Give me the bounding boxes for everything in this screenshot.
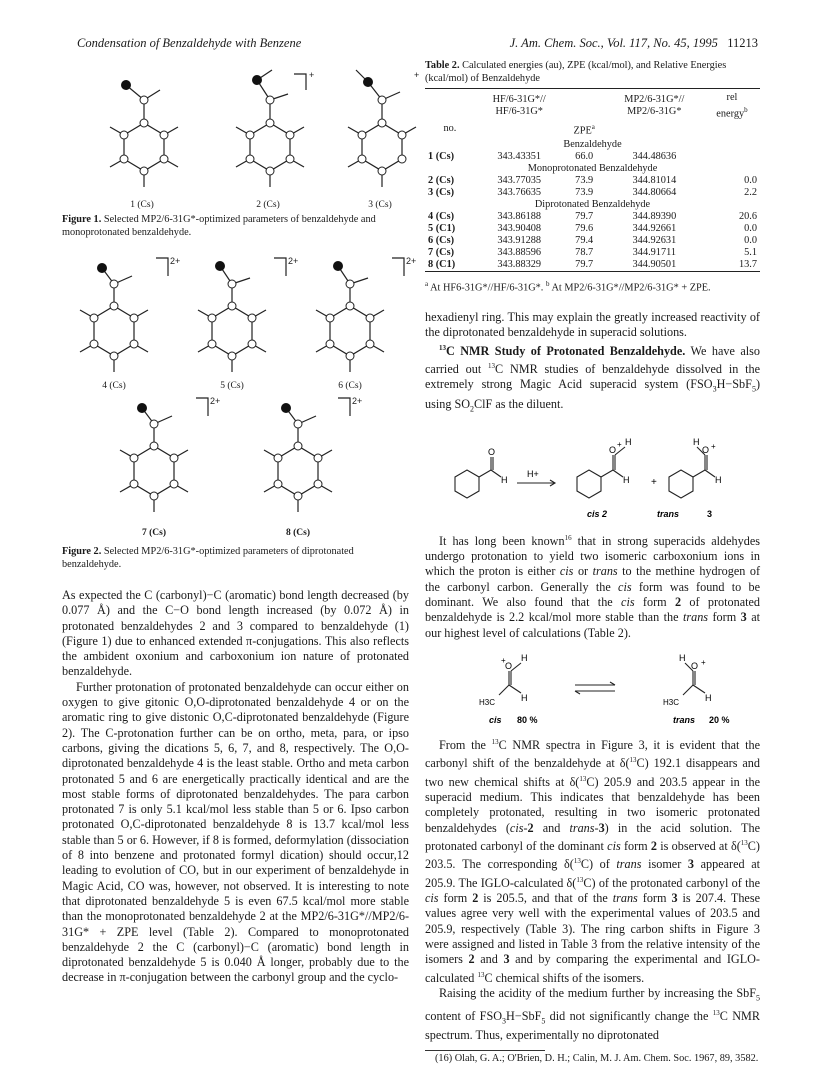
table-cell: 3 (Cs)	[428, 187, 455, 199]
scheme-1-arrow-label: H+	[527, 468, 539, 479]
table-row	[425, 247, 760, 259]
svg-text:H: H	[705, 692, 712, 703]
scheme-1-cis: cis 2	[587, 508, 608, 519]
scheme-1-trans: trans	[657, 508, 680, 519]
table-header-mp2: MP2/6-31G*// MP2/6-31G*	[624, 94, 685, 118]
table-cell: 343.43351	[497, 151, 542, 163]
table-cell: 343.91288	[497, 235, 542, 247]
table-cell: 344.92661	[632, 223, 677, 235]
right-paragraph-2: It has long been known$^{16}$ that in strong superacids aldehydes undergo protonation to yield two isomeric carboxonium ions in which the proton is either cis or trans to the methine hydrogen of the carbonyl carbon. Generally the cis form was found to be dominant. We also found that the cis form 2 of protonated benzaldehyde is 2.2 kcal/mol more stable than the trans form 3 at our highest level of calculations (Table 2).	[425, 533, 761, 640]
table-cell: 0.0	[744, 175, 757, 187]
figure-2-label-7: 7 (Cs)	[141, 528, 166, 538]
svg-text:H: H	[679, 652, 686, 663]
table-header-zpe-label: ZPE$^a$	[573, 122, 595, 137]
table-cell: 13.7	[738, 259, 757, 271]
table-cell: 344.91711	[632, 247, 677, 259]
svg-text:H: H	[625, 436, 632, 447]
table-cell: 79.7	[575, 259, 594, 271]
table-row	[425, 235, 760, 247]
volume-info: Vol. 117, No. 45, 1995	[606, 36, 718, 50]
svg-text:O: O	[702, 444, 710, 455]
charge-label-5: 2+	[288, 256, 299, 266]
running-header-title: Condensation of Benzaldehyde with Benzene	[77, 36, 302, 50]
charge-label-8: 2+	[352, 396, 363, 406]
svg-text:+: +	[414, 70, 420, 80]
figure-1-label-1: 1 (Cs)	[130, 200, 154, 210]
figure-1-label-3: 3 (Cs)	[368, 200, 392, 210]
table-cell: 2 (Cs)	[428, 175, 455, 187]
table-cell: 343.90408	[497, 223, 542, 235]
table-cell: 79.4	[575, 235, 594, 247]
svg-text:O: O	[488, 446, 496, 457]
scheme-1-graphic	[425, 425, 760, 525]
table-group-title-cell: Benzaldehyde	[563, 139, 622, 151]
table-cell: 344.48636	[632, 151, 677, 163]
scheme-2-trans: trans	[673, 714, 696, 725]
table-cell: 343.88596	[497, 247, 542, 259]
table-cell: 79.7	[575, 211, 594, 223]
table-group-title-cell: Diprotonated Benzaldehyde	[534, 199, 651, 211]
svg-text:O: O	[609, 444, 617, 455]
table-cell: 5 (C1)	[428, 223, 456, 235]
table-cell: 1 (Cs)	[428, 151, 455, 163]
table-2-caption	[425, 60, 760, 85]
table-header-no	[425, 89, 475, 121]
figure-1-caption-label: Figure 1.	[62, 214, 102, 225]
svg-text:+: +	[309, 70, 315, 80]
figure-2-caption-text: Selected MP2/6-31G*-optimized parameters of diprotonated benzaldehyde.	[62, 546, 354, 570]
reference-16: (16) Olah, G. A.; O'Brien, D. H.; Calin, M. J. Am. Chem. Soc. 1967, 89, 3582.	[435, 1052, 759, 1064]
charge-label-4: 2+	[170, 256, 181, 266]
svg-text:+: +	[617, 439, 622, 449]
scheme-1-trans-number: 3	[707, 508, 713, 519]
svg-text:+: +	[501, 655, 506, 665]
table-header-zpe	[564, 89, 605, 121]
table-row	[425, 223, 760, 235]
scheme-2-ch3-left: H3C	[479, 697, 496, 707]
figure-2-label-6: 6 (Cs)	[338, 381, 362, 391]
right-paragraph-1: $^{13}$C NMR Study of Protonated Benzaldehyde. We have also carried out $^{13}$C NMR studies of benzaldehyde dissolved in the extremely strong Magic Acid superacid system $(FSO_3H-SbF_5)$ using $SO_2ClF$ as the diluent.	[425, 343, 761, 414]
svg-text:H: H	[501, 474, 508, 485]
scheme-cis-trans	[425, 641, 760, 727]
table-row	[425, 187, 760, 199]
scheme-protonation	[425, 425, 760, 525]
table-2-footnote: $^a$ At HF6-31G*//HF/6-31G*. $^b$ At MP2/6-31G*//MP2/6-31G* + ZPE.	[425, 280, 711, 294]
scheme-2-cis: cis	[489, 714, 502, 725]
table-row	[425, 259, 760, 272]
table-cell: 4 (Cs)	[428, 211, 455, 223]
table-cell: 20.6	[738, 211, 757, 223]
table-cell: 344.89390	[632, 211, 677, 223]
table-row	[425, 211, 760, 223]
table-header-no-label: no.	[443, 122, 457, 134]
table-row	[425, 175, 760, 187]
table-2-caption-label: Table 2.	[425, 60, 460, 71]
right-paragraph-3: From the $^{13}$C NMR spectra in Figure 3, it is evident that the carbonyl shift of the benzaldehyde at δ($^{13}$C) 192.1 disappears and two new chemical shifts at δ($^{13}$C) 205.9 and 203.5 appear in the superacid medium. This indicates that benzaldehyde has been completely protonated, resulting in two isomeric protonated benzaldehydes (cis-2 and trans-3) in the acid solution. The protonated carbonyl of the dominant cis form 2 is observed at δ($^{13}$C) 203.5. The corresponding δ($^{13}$C) of trans isomer 3 appeared at 205.9. The IGLO-calculated δ($^{13}$C) of the protonated carbonyl of the cis form 2 is 205.5, and that of the trans form 3 is 207.4. These values agree very well with the experimental values of 203.5 and 205.9, respectively (Table 3). The ring carbon shifts in Figure 3 were assigned and listed in Table 3 from the relative intensity of the isomers 2 and 3 and by comparing the experimental and IGLO-calculated $^{13}$C chemical shifts of the isomers.	[425, 737, 761, 985]
figure-1-structures	[62, 60, 420, 210]
scheme-2-graphic	[425, 641, 760, 727]
table-cell: 79.6	[575, 223, 594, 235]
table-cell: 343.76635	[497, 187, 542, 199]
running-header-citation	[510, 36, 758, 51]
svg-text:H: H	[623, 474, 630, 485]
scheme-2-ch3-right: H3C	[663, 697, 680, 707]
table-cell: 344.92631	[632, 235, 677, 247]
table-cell: 343.77035	[497, 175, 542, 187]
figure-2	[62, 246, 417, 578]
figure-2-caption-label: Figure 2.	[62, 546, 102, 557]
right-column	[425, 60, 760, 1065]
figure-1-caption-text: Selected MP2/6-31G*-optimized parameters of benzaldehyde and monoprotonated benzaldehyde.	[62, 214, 376, 238]
charge-label-6: 2+	[406, 256, 417, 266]
figure-2-label-4: 4 (Cs)	[102, 381, 126, 391]
table-cell: 344.80664	[632, 187, 677, 199]
charge-label-7: 2+	[210, 396, 221, 406]
table-group-title	[425, 139, 760, 151]
table-cell: 5.1	[744, 247, 757, 259]
table-2-caption-text: Calculated energies (au), ZPE (kcal/mol), and Relative Energies (kcal/mol) of Benzaldehyde	[425, 60, 727, 84]
table-cell: 8 (C1)	[428, 259, 456, 271]
figure-2-label-5: 5 (Cs)	[220, 381, 244, 391]
table-group-title-cell: Monoprotonated Benzaldehyde	[527, 163, 658, 175]
section-title: $^{13}$C NMR Study of Protonated Benzaldehyde.	[439, 343, 686, 358]
figure-1-caption	[62, 214, 409, 239]
table-2	[425, 88, 760, 276]
svg-text:H: H	[715, 474, 722, 485]
table-header-hf: HF/6-31G*// HF/6-31G*	[492, 94, 546, 118]
svg-text:H: H	[521, 652, 528, 663]
table-cell: 7 (Cs)	[428, 247, 455, 259]
table-cell: 343.86188	[497, 211, 542, 223]
table-cell: 343.88329	[497, 259, 542, 271]
svg-text:H: H	[693, 436, 700, 447]
figure-1	[62, 60, 420, 238]
figure-2-structures	[62, 246, 417, 546]
journal-name: J. Am. Chem. Soc.,	[509, 36, 604, 50]
right-paragraph-4: Raising the acidity of the medium further by increasing the SbF$_5$ content of $FSO_3H-SbF_5$ did not significantly change the $^{13}$C NMR spectrum. Thus, experimentally no diprotonated	[425, 985, 760, 1043]
table-cell: 73.9	[575, 187, 594, 199]
table-group-title	[425, 199, 760, 211]
table-header-rel: rel energy$^b$	[716, 92, 748, 120]
page-number: 11213	[727, 36, 758, 50]
table-cell: 344.90501	[632, 259, 677, 271]
table-cell: 2.2	[744, 187, 757, 199]
svg-text:+: +	[711, 441, 716, 451]
scheme-2-cis-pct: 80 %	[517, 714, 538, 725]
table-cell: 73.9	[575, 175, 594, 187]
figure-2-label-8: 8 (Cs)	[285, 528, 310, 538]
figure-1-label-2: 2 (Cs)	[256, 200, 280, 210]
table-cell: 78.7	[575, 247, 594, 259]
svg-text:O: O	[691, 660, 699, 671]
table-cell: 0.0	[744, 235, 757, 247]
footnote-rule	[425, 1050, 545, 1051]
svg-text:H: H	[521, 692, 528, 703]
svg-text:+: +	[701, 657, 706, 667]
table-group-title	[425, 163, 760, 175]
table-row	[425, 151, 760, 163]
svg-text:O: O	[505, 660, 513, 671]
table-cell: 6 (Cs)	[428, 235, 455, 247]
table-cell: 0.0	[744, 223, 757, 235]
table-cell: 66.0	[575, 151, 594, 163]
scheme-2-trans-pct: 20 %	[709, 714, 730, 725]
left-paragraph-2: Further protonation of protonated benzaldehyde can occur either on oxygen to give gitonic O,O-diprotonated benzaldehyde 4 or on the aromatic ring to give distonic O,C-diprotonated benzaldehyde (Figure 2). The C-protonation further can be on ortho, meta, para, or ipso carbons, giving the dications 5, 6, 7, and 8, respectively. The O,O-diprotonated benzaldehyde 4 is the least stable. Ortho and meta carbon protonated 5 and 6 are energetically practically identical and are the most stable forms of diprotonated benzaldehydes. The para carbon protonated 7 is only 5.1 kcal/mol less stable than 5 or 6. Ipso carbon protonated O,C-diprotonated benzaldehyde 8 is 13.7 kcal/mol less stable than 5 or 6. However, if 8 is formed, deformylation (dissociation of 8 into benzene and protonated formyl dication) should occur,12 leading to evolution of CO, but in our experiment of benzaldehyde in Magic Acid, CO was, however, not observed. It is interesting to note that diprotonated benzaldehyde 5 is even 67.5 kcal/mol more stable than the monoprotonated benzaldehyde 2 at the MP2/6-31G*//MP2/6-31G* + ZPE level (Table 2). Compared to monoprotonated benzaldehyde 2 the C (carbonyl)−C (aromatic) bond length in diprotonated benzaldehyde 5 is 0.040 Å longer, probably due to the decrease in π-conjugation between the carbonyl group and the cyclo-	[62, 679, 409, 985]
figure-2-caption	[62, 546, 409, 571]
table-cell: 344.81014	[632, 175, 677, 187]
left-paragraph-1: As expected the C (carbonyl)−C (aromatic) bond length decreased (by 0.077 Å) and the C−O bond length increased (by 0.072 Å) in protonated benzaldehydes 2 and 3 compared to benzaldehyde (1) (Figure 1) due to enhanced extended π-conjugations. This also reflects the ambident oxonium and carboxonium ion nature of protonated benzaldehyde.	[62, 588, 409, 679]
left-column	[62, 60, 420, 986]
scheme-1-plus: +	[651, 476, 657, 488]
table-cell	[704, 151, 760, 163]
right-paragraph-0: hexadienyl ring. This may explain the greatly increased reactivity of the diprotonated benzaldehyde in superacid solutions.	[425, 310, 760, 340]
